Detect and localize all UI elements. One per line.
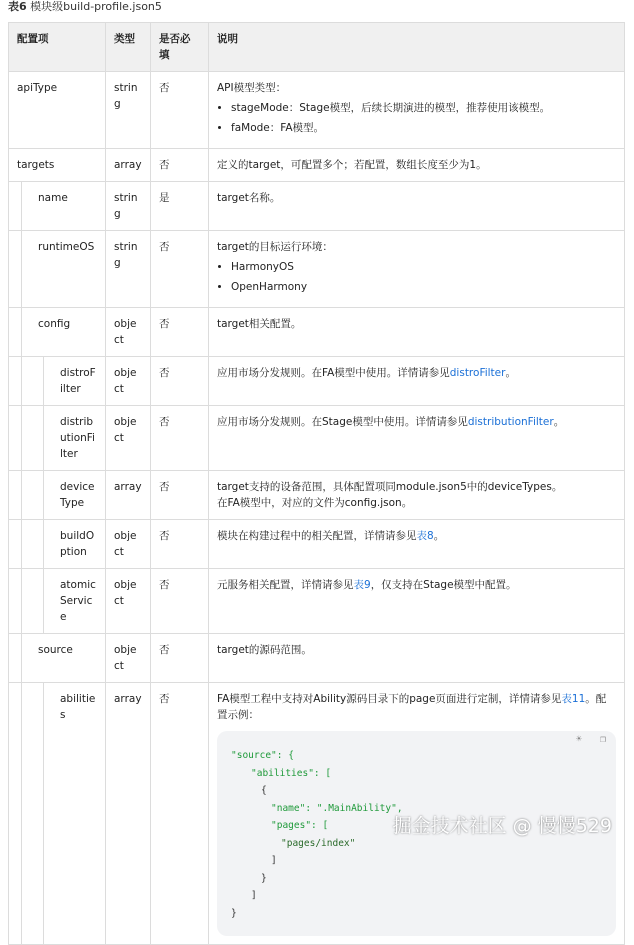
code-line: "pages": [ — [271, 820, 329, 831]
cell-type: object — [106, 308, 151, 357]
indent-guide — [21, 308, 22, 356]
cell-desc: 定义的target，可配置多个；若配置，数组长度至少为1。 — [209, 149, 625, 182]
code-line: "abilities": [ — [251, 767, 332, 779]
cell-name — [9, 357, 106, 406]
indent-guide — [21, 569, 22, 633]
cell-type: array — [106, 683, 151, 945]
cell-type: string — [106, 182, 151, 231]
indent-guide — [21, 634, 22, 682]
cell-required: 否 — [151, 308, 209, 357]
cell-desc: target相关配置。 — [209, 308, 625, 357]
desc-text: 模块在构建过程中的相关配置，详情请参见 — [217, 530, 417, 542]
code-line: { — [261, 785, 267, 796]
code-toolbar — [564, 731, 606, 749]
caption-label: 表6 — [8, 0, 27, 13]
table-row — [9, 471, 625, 520]
desc-text: API模型类型： — [217, 82, 287, 94]
bullet-list — [217, 259, 616, 295]
doc-link[interactable]: 表11 — [561, 693, 586, 705]
cell-desc: target名称。 — [209, 182, 625, 231]
header-required: 是否必填 — [151, 23, 209, 72]
indent-guide — [21, 471, 22, 519]
code-line: "name": ".MainAbility", — [271, 802, 403, 814]
cell-name-text: config — [38, 318, 71, 330]
watermark: 掘金技术社区 @ 慢慢529 — [392, 815, 612, 837]
caption-title: 模块级build-profile.json5 — [30, 0, 162, 13]
table-row — [9, 634, 625, 683]
desc-text: target支持的设备范围，具体配置项同module.json5中的deviceTypes。 — [217, 481, 563, 493]
cell-desc — [209, 231, 625, 308]
cell-name — [9, 308, 106, 357]
indent-guide — [21, 357, 22, 405]
desc-text: target的目标运行环境： — [217, 241, 333, 253]
cell-name — [9, 182, 106, 231]
cell-required: 否 — [151, 149, 209, 182]
header-type: 类型 — [106, 23, 151, 72]
table-row — [9, 149, 625, 182]
table-row — [9, 308, 625, 357]
cell-name — [9, 231, 106, 308]
cell-name — [9, 471, 106, 520]
cell-name — [9, 569, 106, 634]
doc-link[interactable]: distributionFilter — [467, 416, 554, 428]
doc-link[interactable]: distroFilter — [449, 367, 506, 379]
table-caption — [8, 0, 162, 14]
desc-text: FA模型工程中支持对Ability源码目录下的page页面进行定制，详情请参见 — [217, 693, 562, 705]
bullet-list — [217, 100, 616, 136]
cell-required: 否 — [151, 471, 209, 520]
cell-required: 否 — [151, 520, 209, 569]
desc-text: 应用市场分发规则。在FA模型中使用。详情请参见 — [217, 367, 450, 379]
bullet-item: • HarmonyOS — [231, 259, 616, 275]
bullet-item: • OpenHarmony — [231, 279, 616, 295]
code-line: "pages/index" — [281, 837, 356, 849]
indent-guide — [43, 683, 44, 944]
indent-guide — [21, 683, 22, 944]
table-row — [9, 569, 625, 634]
cell-required: 否 — [151, 357, 209, 406]
cell-desc — [209, 520, 625, 569]
cell-type: object — [106, 520, 151, 569]
table-row — [9, 72, 625, 149]
cell-name-text: runtimeOS — [38, 241, 95, 253]
cell-name-text: distroFilter — [60, 367, 96, 395]
desc-tail: 。 — [505, 367, 516, 379]
desc-tail: ，仅支持在Stage模型中配置。 — [370, 579, 517, 591]
cell-name-text: buildOption — [60, 530, 95, 558]
cell-name-text: abilities — [60, 693, 96, 721]
cell-type: array — [106, 149, 151, 182]
table-row — [9, 406, 625, 471]
cell-required: 否 — [151, 683, 209, 945]
doc-link[interactable]: 表8 — [416, 530, 434, 542]
cell-required: 否 — [151, 72, 209, 149]
cell-required: 否 — [151, 231, 209, 308]
doc-link[interactable]: 表9 — [353, 579, 371, 591]
cell-type: array — [106, 471, 151, 520]
code-line: ] — [271, 855, 277, 866]
cell-name-text: source — [38, 644, 73, 656]
cell-name-text: distributionFilter — [60, 416, 95, 460]
cell-desc: target的源码范围。 — [209, 634, 625, 683]
indent-guide — [21, 182, 22, 230]
cell-name — [9, 520, 106, 569]
config-table — [8, 22, 625, 945]
table-header-row — [9, 23, 625, 72]
cell-type: string — [106, 72, 151, 149]
desc-text: 元服务相关配置，详情请参见 — [217, 579, 354, 591]
code-line: } — [231, 907, 237, 919]
table-row — [9, 520, 625, 569]
cell-required: 否 — [151, 634, 209, 683]
cell-name — [9, 406, 106, 471]
cell-desc — [209, 357, 625, 406]
cell-desc — [209, 471, 625, 520]
cell-required: 是 — [151, 182, 209, 231]
cell-type: object — [106, 357, 151, 406]
code-line: } — [261, 872, 267, 884]
cell-name — [9, 634, 106, 683]
desc-text: 应用市场分发规则。在Stage模型中使用。详情请参见 — [217, 416, 468, 428]
indent-guide — [43, 569, 44, 633]
desc-tail: 。 — [433, 530, 445, 542]
cell-name-text: deviceType — [60, 481, 95, 509]
indent-guide — [21, 406, 22, 470]
indent-guide — [21, 231, 22, 307]
bullet-item: • faMode：FA模型。 — [231, 120, 616, 136]
cell-name-text: name — [38, 192, 68, 204]
code-line: ] — [251, 890, 257, 901]
indent-guide — [43, 471, 44, 519]
table-row — [9, 357, 625, 406]
indent-guide — [43, 406, 44, 470]
theme-toggle-icon[interactable]: ☀ — [575, 734, 582, 745]
header-desc: 说明 — [209, 23, 625, 72]
code-line: "source": { — [231, 750, 294, 761]
bullet-item: • stageMode：Stage模型，后续长期演进的模型，推荐使用该模型。 — [231, 100, 616, 116]
cell-type: object — [106, 569, 151, 634]
desc-text-2: 在FA模型中，对应的文件为config.json。 — [217, 497, 413, 509]
cell-desc — [209, 569, 625, 634]
cell-required: 否 — [151, 406, 209, 471]
cell-desc — [209, 72, 625, 149]
cell-name — [9, 683, 106, 945]
cell-name: targets — [9, 149, 106, 182]
desc-tail: 。配置示例： — [217, 693, 607, 721]
indent-guide — [43, 520, 44, 568]
cell-name-text: atomicService — [60, 579, 96, 623]
cell-desc — [209, 406, 625, 471]
table-row — [9, 231, 625, 308]
desc-tail: 。 — [553, 416, 565, 428]
cell-name: apiType — [9, 72, 106, 149]
indent-guide — [21, 520, 22, 568]
cell-type: object — [106, 634, 151, 683]
cell-type: string — [106, 231, 151, 308]
indent-guide — [43, 357, 44, 405]
header-item: 配置项 — [9, 23, 106, 72]
cell-required: 否 — [151, 569, 209, 634]
copy-icon[interactable]: ❐ — [599, 734, 606, 745]
table-row — [9, 182, 625, 231]
cell-type: object — [106, 406, 151, 471]
